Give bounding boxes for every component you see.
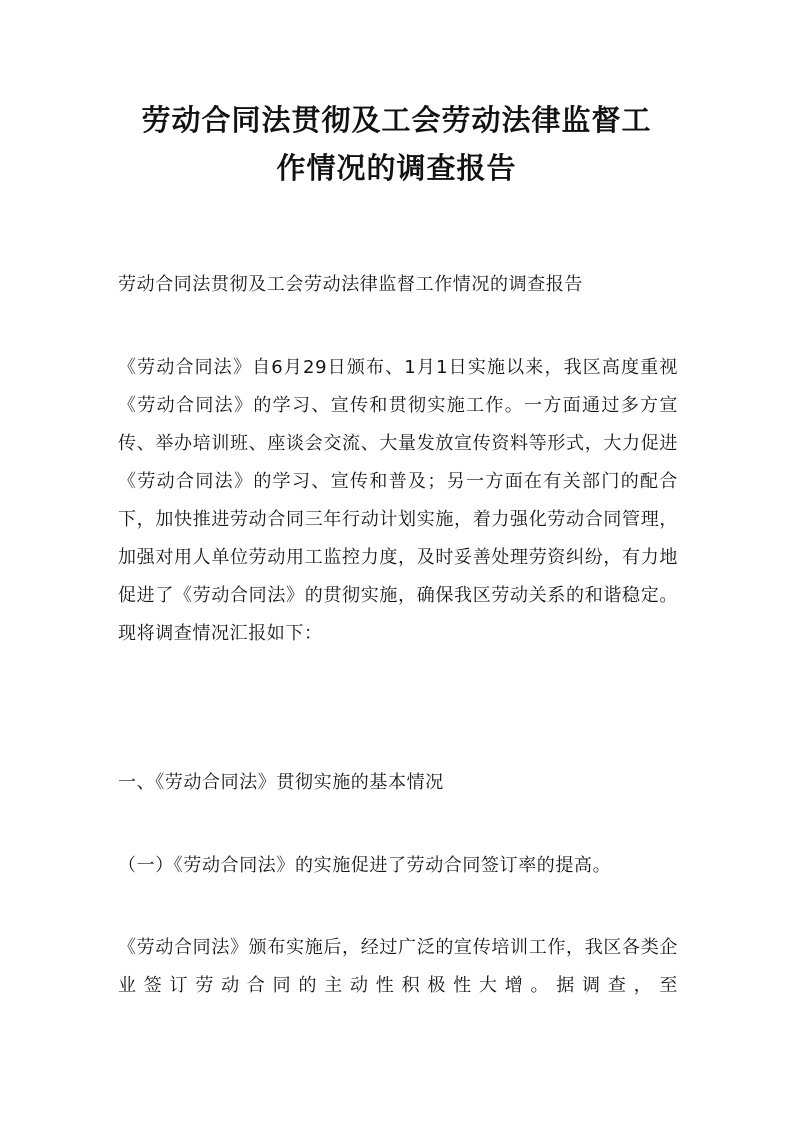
subsection-paragraph: 《劳动合同法》颁布实施后，经过广泛的宣传培训工作，我区各类企业签订劳动合同的主动性积极性大增。据调查，至 [118,937,678,996]
section-heading: 一、《劳动合同法》贯彻实施的基本情况 [118,772,444,793]
subsection-heading: （一）《劳动合同法》的实施促进了劳动合同签订率的提高。 [118,855,612,876]
subtitle-paragraph: 劳动合同法贯彻及工会劳动法律监督工作情况的调查报告 [118,274,583,295]
title-line-2: 作情况的调查报告 [276,151,517,185]
title-line-1: 劳动合同法贯彻及工会劳动法律监督工 [141,103,652,137]
intro-paragraph: 《劳动合同法》自6月29日颁布、1月1日实施以来，我区高度重视《劳动合同法》的学习、宣传和贯彻实施工作。一方面通过多方宣传、举办培训班、座谈会交流、大量发放宣传资料等形式，大力促进《劳动合同法》的学习、宣传和普及；另一方面在有关部门的配合下，加快推进劳动合同三年行动计划实施，着力强化劳动合同管理，加强对用人单位劳动用工监控力度，及时妥善处理劳资纠纷，有力地促进了《劳动合同法》的贯彻实施，确保我区劳动关系的和谐稳定。现将调查情况汇报如下： [118,357,678,644]
document-title [110,96,683,192]
